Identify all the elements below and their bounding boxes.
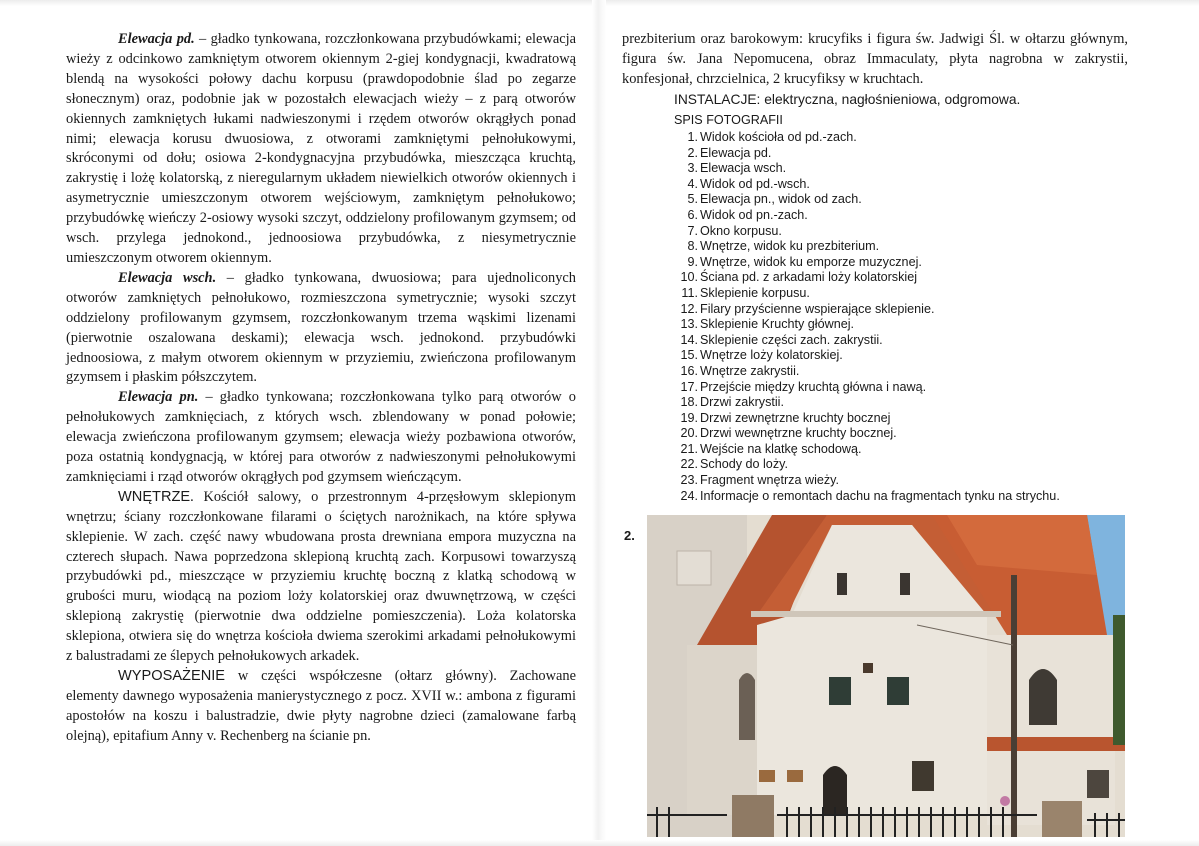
photo-list-number: 19. [680, 410, 698, 425]
photo-list-caption: Przejście między kruchtą główna i nawą. [700, 379, 927, 394]
photo-list-item [674, 146, 1134, 162]
heading-furnishings: WYPOSAŻENIE [118, 668, 226, 684]
photo-list-number: 14. [680, 332, 698, 347]
photo-list-item [674, 426, 1134, 442]
photo-list-item [674, 192, 1134, 208]
photo-list-number: 11. [681, 285, 698, 300]
paragraph-furnishings-continued: prezbiterium oraz barokowym: krucyfiks i figura św. Jadwigi Śl. w ołtarzu głównym, figura św. Jana Nepomucena, obraz Immaculaty, płyta nagrobna w zakrystii, konfesjonał, chrzcielnica, 2 krucyfiksy w kruchtach. [622, 31, 1128, 87]
photo-list-caption: Sklepienie Kruchty głównej. [700, 317, 855, 332]
photo-list-caption: Fragment wnętrza wieży. [700, 473, 840, 488]
photo-list-number: 12. [680, 301, 698, 316]
paragraph-furnishings [66, 667, 576, 747]
photo-list-caption: Widok kościoła od pd.-zach. [700, 130, 857, 144]
photo-list-item [674, 395, 1134, 411]
photo-list-caption: Ściana pd. z arkadami loży kolatorskiej [700, 270, 917, 285]
photo-list-title: SPIS FOTOGRAFII [674, 113, 783, 127]
page-gutter [592, 0, 606, 846]
photo-list-item [674, 364, 1134, 380]
photo-list-item [674, 255, 1134, 271]
photo-list-number: 5. [687, 192, 698, 207]
photo-list-caption: Widok od pd.-wsch. [700, 176, 810, 191]
photo-list-section [674, 112, 1134, 504]
photo-list-item [674, 442, 1134, 458]
photo-list-number: 7. [687, 223, 698, 238]
paragraph-interior [66, 488, 576, 667]
text-east-elevation: – gładko tynkowana, dwuosiowa; para ujednoliconych otworów zamkniętych pełnołukowo, rozmieszczona symetrycznie; wysoki szczyt oddzielony profilowanym gzymsem, rozczłonkowanym trzema wąskimi lizenami (pierwotnie oszalowana deskami); elewacja wsch. jednokond. przybudówki jednoosiowa, z małym otworem okiennym w przyziemiu, zwieńczona profilowanym gzymsem i płaskim półszczytem. [66, 269, 576, 386]
church-photo-illustration [647, 515, 1125, 837]
photo-list-caption: Sklepienie części zach. zakrystii. [700, 332, 883, 347]
photo-list-number: 13. [680, 317, 698, 332]
photo-list-number: 2. [687, 145, 698, 160]
paragraph-installations [622, 90, 1128, 110]
right-page-text [622, 30, 1128, 110]
photo-list-caption: Widok od pn.-zach. [700, 207, 808, 222]
photo-list-number: 17. [680, 379, 698, 394]
heading-installations: INSTALACJE [674, 91, 757, 107]
photo-list-number: 10. [680, 270, 698, 285]
photo-list-item [674, 380, 1134, 396]
photo-list-caption: Wnętrze zakrystii. [700, 363, 800, 378]
photo-list-caption: Wnętrze, widok ku prezbiterium. [700, 239, 880, 254]
photo-list-item [674, 302, 1134, 318]
photo-list-number: 21. [680, 441, 698, 456]
photo-list-number: 20. [680, 426, 698, 441]
photo-list-item [674, 489, 1134, 505]
paragraph-east-elevation [66, 269, 576, 388]
photo-list-number: 18. [680, 395, 698, 410]
photo-list-caption: Drzwi zakrystii. [700, 395, 784, 410]
photo-list-number: 16. [680, 363, 698, 378]
photo-list-item [674, 411, 1134, 427]
photo-list-number: 24. [680, 488, 698, 503]
photo-list-number: 8. [687, 239, 698, 254]
photo-list [674, 130, 1134, 504]
photo-list-caption: Filary przyścienne wspierające sklepienie. [700, 301, 935, 316]
text-south-elevation: – gładko tynkowana, rozczłonkowana przybudówkami; elewacja wieży z odcinkowo zamkniętym otworem okiennym 2-giej kondygnacji, kwadratową blendą na wysokości połowy dachu korpusu (prawdopodobnie ślad po zegarze słonecznym) oraz, podobnie jak w pozostałch elewacjach wieży – z parą otworów okiennych zamkniętych łukami nadwieszonymi i rzędem otworów okrągłych ponad nimi; elewacja korusu dwuosiowa, z otworami zamkniętymi pełnołukowymi, skróconymi od dołu; osiowa 2-kondygnacyjna przybudówka, mieszcząca kruchtą, zakrystię i lożę kolatorską, z nieregularnym układem niewielkich otworów okiennych i asymetrycznie umieszczonym otworem wejściowym, zamkniętym pełnołukowo; przybudówkę wieńczy 2-osiowy wysoki szczyt, oddzielony profilowanym gzymsem; od wsch. przylega jednokond., jednoosiowa przybudówka, z niesymetrycznie umieszczonym otworem okiennym. [66, 31, 576, 266]
photo-list-caption: Elewacja pd. [700, 145, 772, 160]
photo-list-caption: Drzwi wewnętrzne kruchty bocznej. [700, 426, 897, 441]
church-photo [647, 515, 1125, 837]
photo-list-item [674, 333, 1134, 349]
text-furnishings: w części współczesne (ołtarz główny). Zachowane elementy dawnego wyposażenia manierystycznego z pocz. XVII w.: ambona z figurami apostołów na koszu i balustradzie, dwie płyty nagrobne dzieci (zamalowane farbą olejną), epitafium Anny v. Rechenberg na ścianie pn. [66, 668, 576, 744]
photo-list-caption: Schody do loży. [700, 457, 788, 472]
photo-list-item [674, 161, 1134, 177]
photo-list-caption: Drzwi zewnętrzne kruchty bocznej [700, 410, 891, 425]
photo-list-item [674, 457, 1134, 473]
photo-list-caption: Wnętrze, widok ku emporze muzycznej. [700, 254, 922, 269]
photo-list-item [674, 239, 1134, 255]
photo-list-caption: Okno korpusu. [700, 223, 782, 238]
photo-list-caption: Wnętrze loży kolatorskiej. [700, 348, 843, 363]
paragraph-north-elevation [66, 388, 576, 488]
photo-list-number: 15. [680, 348, 698, 363]
photo-list-item [674, 317, 1134, 333]
photo-list-caption: Sklepienie korpusu. [700, 285, 810, 300]
heading-east-elevation: Elewacja wsch. [118, 269, 217, 286]
photo-list-number: 1. [687, 130, 698, 144]
photo-list-item [674, 348, 1134, 364]
photo-list-caption: Wejście na klatkę schodową. [700, 441, 862, 456]
photo-list-item [674, 473, 1134, 489]
photo-list-number: 9. [687, 254, 698, 269]
photo-list-item [674, 130, 1134, 146]
text-north-elevation: – gładko tynkowana; rozczłonkowana tylko parą otworów o pełnołukowych zamknięciach, z których wsch. zblendowany w ponad połowie; elewacja zwieńczona profilowanym gzymsem; elewacja wieży pozbawiona otworów, poza ostatnią kondygnacją, w której para otworów z nadwieszonymi pełnołukowymi zamknięciami i rząd otworów okrągłych pod gzymsem wieńczącym. [66, 389, 576, 485]
paragraph-south-elevation [66, 30, 576, 269]
figure-number: 2. [624, 528, 635, 543]
photo-list-number: 23. [680, 473, 698, 488]
photo-list-number: 3. [687, 161, 698, 176]
left-page-text [66, 30, 576, 747]
heading-south-elevation: Elewacja pd. [118, 31, 195, 47]
photo-list-item [674, 224, 1134, 240]
photo-list-number: 22. [680, 457, 698, 472]
heading-north-elevation: Elewacja pn. [118, 389, 199, 406]
photo-list-caption: Elewacja pn., widok od zach. [700, 192, 862, 207]
heading-interior: WNĘTRZE [118, 488, 191, 505]
text-installations: : elektryczna, nagłośnieniowa, odgromowa. [756, 91, 1021, 107]
photo-list-number: 6. [687, 207, 698, 222]
text-interior: . Kościół salowy, o przestronnym 4-przęsłowym sklepionym wnętrzu; ściany rozczłonkowane filarami o ściętych narożnikach, na które spływa sklepienie. W zach. część nawy wbudowana prosta drewniana empora muzyczna na czterech słupach. Nawa poprzedzona sklepioną kruchtą zach. Korpusowi towarzyszą przybudówki pd., mieszczące w przyziemiu kruchtę boczną z klatką schodową w grubości muru, wiodącą na poziom loży kolatorskiej oraz dwuwnętrzową, w części sklepioną zakrystię (pierwotnie dwa oddzielne pomieszczenia). Loża kolatorska sklepiona, otwiera się do wnętrza kościoła dwiema szerokimi arkadami pełnołukowymi z balustradami ze ślepych pełnołukowych arkadek. [66, 488, 576, 665]
scan-edge-bottom [0, 840, 1199, 846]
photo-list-item [674, 177, 1134, 193]
photo-list-number: 4. [687, 176, 698, 191]
photo-list-item [674, 208, 1134, 224]
photo-list-item [674, 270, 1134, 286]
photo-list-item [674, 286, 1134, 302]
photo-list-caption: Informacje o remontach dachu na fragmentach tynku na strychu. [700, 488, 1060, 503]
photo-list-caption: Elewacja wsch. [700, 161, 787, 176]
